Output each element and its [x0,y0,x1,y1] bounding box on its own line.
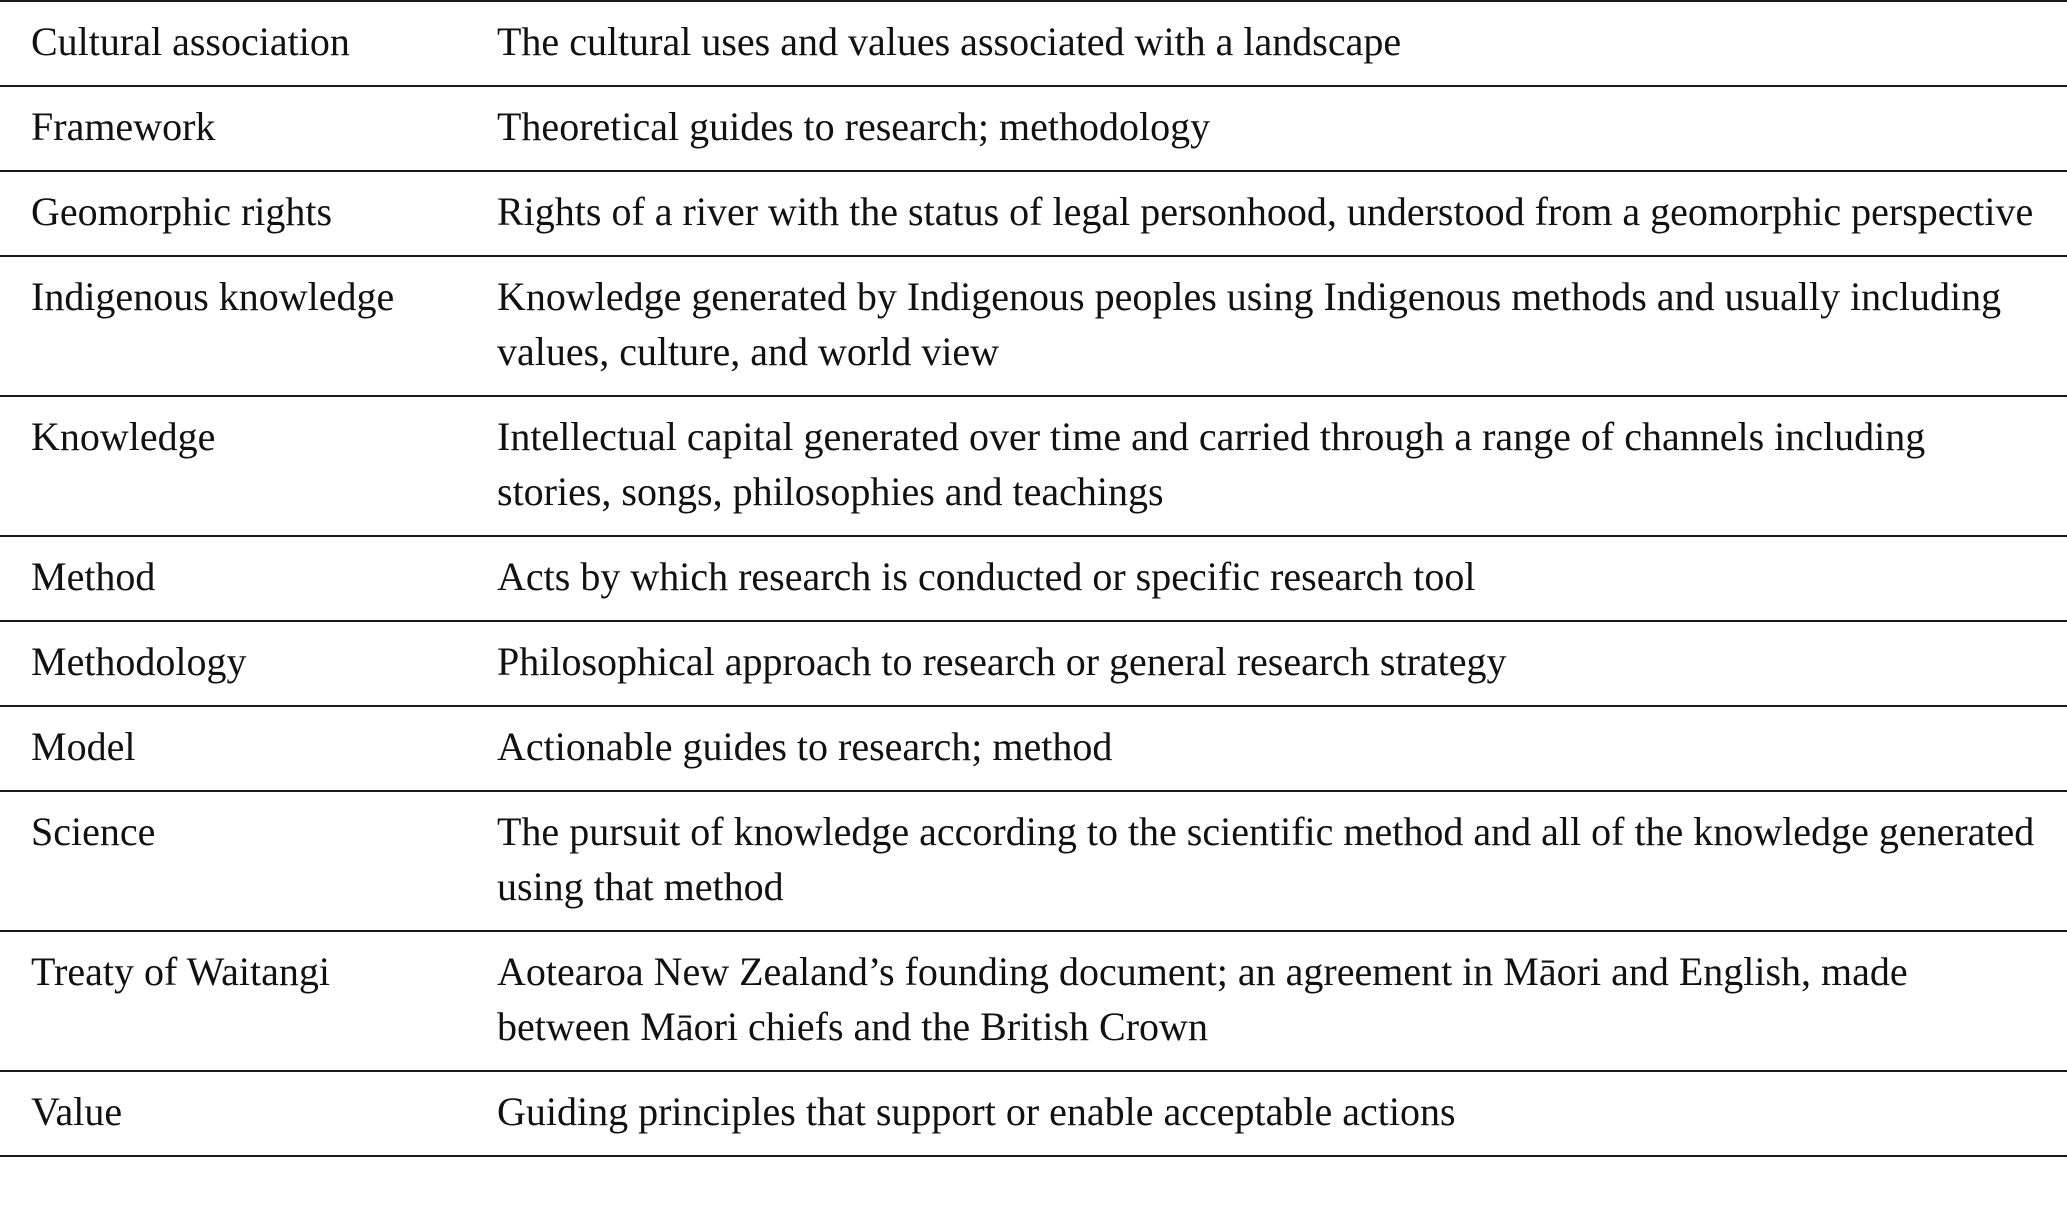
term-cell: Treaty of Waitangi [31,949,330,994]
term-cell: Indigenous knowledge [31,274,395,319]
definition-cell: Aotearoa New Zealand’s founding document; an agreement in Māori and English, made between Māori chiefs and the British Crown [497,949,1908,1049]
definition-cell: Knowledge generated by Indigenous peoples using Indigenous methods and usually including values, culture, and world view [497,274,2002,374]
table-row [0,1071,2067,1156]
table-row [0,536,2067,621]
term-cell: Methodology [31,639,247,684]
definition-cell: Philosophical approach to research or general research strategy [497,639,1507,684]
definition-cell: Actionable guides to research; method [497,724,1113,769]
term-cell: Knowledge [31,414,216,459]
table-row [0,396,2067,536]
term-cell: Value [31,1089,123,1134]
term-cell: Method [31,554,156,599]
term-cell: Framework [31,104,216,149]
term-cell: Science [31,809,156,854]
term-cell: Geomorphic rights [31,189,333,234]
table-row [0,256,2067,396]
definition-cell: Guiding principles that support or enable acceptable actions [497,1089,1456,1134]
table-row [0,1,2067,86]
glossary-table-body [0,1,2067,1156]
table-row [0,86,2067,171]
definition-cell: Theoretical guides to research; methodology [497,104,1211,149]
table-row [0,621,2067,706]
table-row [0,931,2067,1071]
term-cell: Cultural association [31,19,350,64]
definition-cell: The pursuit of knowledge according to the scientific method and all of the knowledge generated using that method [497,809,2035,909]
definition-cell: The cultural uses and values associated with a landscape [497,19,1402,64]
definition-cell: Acts by which research is conducted or specific research tool [497,554,1476,599]
definition-cell: Rights of a river with the status of legal personhood, understood from a geomorphic perspective [497,189,2034,234]
term-cell: Model [31,724,136,769]
table-row [0,791,2067,931]
table-row [0,706,2067,791]
table-row [0,171,2067,256]
definition-cell: Intellectual capital generated over time and carried through a range of channels including stories, songs, philosophies and teachings [497,414,1926,514]
